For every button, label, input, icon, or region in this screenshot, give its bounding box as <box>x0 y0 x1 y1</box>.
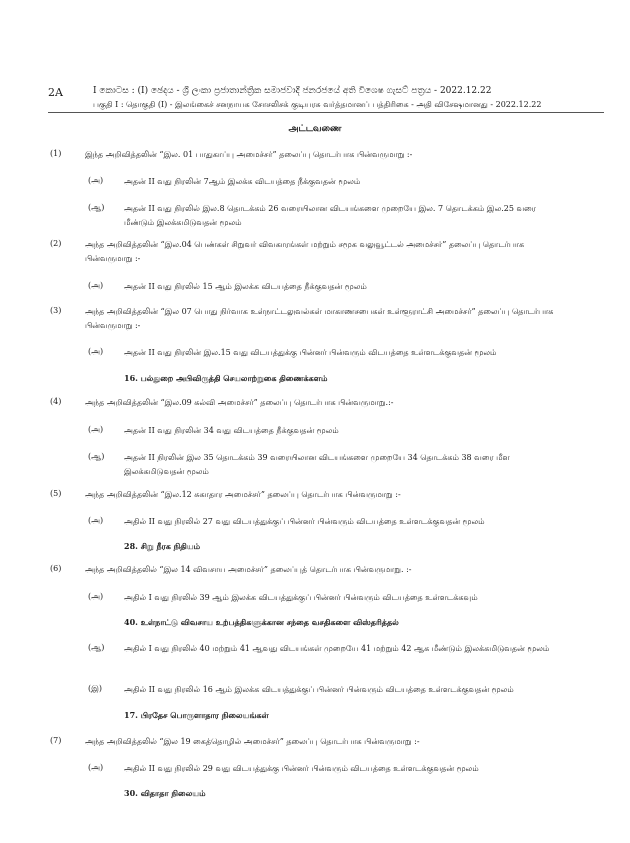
header-rule <box>48 112 604 113</box>
page-title: அட்டவணை <box>288 124 342 134</box>
item-text: அந்த அறிவித்தலில் “இல 14 விவசாய அமைச்சர்” தலைப்புத் தொடர்பாக பின்வருமாறு. :- <box>85 565 412 574</box>
item-number: (1) <box>50 149 62 158</box>
item-text: அந்த அறிவித்தலில் “இல 19 கைத்தொழில் அமைச்சர்” தலைப்பு தொடர்பாக பின்வருமாறு :- <box>85 737 420 746</box>
sub-text: அதன் II வது நிரலின் 7ஆம் இலக்க விடயத்தை நீக்குவதன் மூலம் <box>124 177 361 186</box>
item-number: (5) <box>50 489 62 498</box>
sub-text: அதன் II வது நிரலின் 34 வது விடயத்தை நீக்குவதன் மூலம் <box>124 426 339 435</box>
inserted-heading: 17. பிரதேச பொருளாதார நிலையங்கள் <box>124 710 269 720</box>
item-number: (2) <box>50 239 62 248</box>
sub-label: (ஆ) <box>88 203 105 212</box>
sub-label: (இ) <box>88 684 103 693</box>
inserted-heading: 16. பல்துறை அபிவிருத்தி செயலாற்றுகை திணைக்களம் <box>124 373 328 383</box>
item-text: அந்த அறிவித்தலின் “இல.09 கல்வி அமைச்சர்” தலைப்பு தொடர்பாக பின்வருமாறு.:- <box>85 398 394 407</box>
inserted-heading: 30. விதாதா நிலையம் <box>124 788 206 798</box>
page-number: 2A <box>48 86 63 99</box>
sub-text: அதில் II வது நிரலில் 27 வது விடயத்துக்குப் பின்னர் பின்வரும் விடயத்தை உள்ளடக்குவதன் மூலம் <box>124 517 485 526</box>
item-number: (6) <box>50 564 62 573</box>
item-text: இந்த அறிவித்தலின் “இல. 01 பாதுகாப்பு அமைச்சர்” தலைப்பு தொடர்பாக பின்வருமாறு :- <box>85 150 413 159</box>
inserted-heading: 40. உள்நாட்டு விவசாய உற்பத்திகளுக்கான சந்தை வசதிகளை விஸ்தரித்தல் <box>124 617 399 627</box>
sub-text: அதில் I வது நிரலில் 40 மற்றும் 41 ஆவது விடயங்கள் முறையே 41 மற்றும் 42 ஆக மீண்டும் இலக்கமிடுவதன் மூலம் <box>124 644 550 653</box>
item-number: (3) <box>50 306 62 315</box>
sub-label: (அ) <box>88 347 104 356</box>
item-text: அந்த அறிவித்தலின் “இல.12 சுகாதார அமைச்சர்” தலைப்பு தொடர்பாக பின்வருமாறு :- <box>85 490 401 499</box>
inserted-heading: 28. சிறு நீரக நிதியம் <box>124 541 201 551</box>
sub-label: (அ) <box>88 425 104 434</box>
sub-label: (அ) <box>88 281 104 290</box>
sub-label: (ஆ) <box>88 452 105 461</box>
item-number: (7) <box>50 736 62 745</box>
sub-text: அதில் II வது நிரலில் 16 ஆம் இலக்க விடயத்துக்குப் பின்னர் பின்வரும் விடயத்தை உள்ளடக்குவதன் மூலம் <box>124 685 514 694</box>
sub-label: (ஆ) <box>88 643 105 652</box>
item-number: (4) <box>50 397 62 406</box>
sub-label: (அ) <box>88 592 104 601</box>
sub-text: அதன் II வது நிரலின் இல.15 வது விடயத்துக்கு பின்னர் பின்வரும் விடயத்தை உள்ளடக்குவதன் மூலம் <box>124 348 497 357</box>
item-text: அந்த அறிவித்தலின் “இல 07 பொது நிர்வாக உள்நாட்டலுவல்கள் மாகாணசபைகள் உள்ளூராட்சி அமைச்சர்” தலைப்பு தொடர்பாக பின்வருமாறு :- <box>85 307 554 330</box>
sub-text: அதன் II நிரலின் இல 35 தொடக்கம் 39 வரையிலான விடயங்களை முறையே 34 தொடக்கம் 38 வரை மீள இலக்கமிடுவதன் மூலம் <box>124 453 510 476</box>
sub-text: அதில் I வது நிரலில் 39 ஆம் இலக்க விடயத்துக்குப் பின்னர் பின்வரும் விடயத்தை உள்ளடக்கவும் <box>124 593 478 602</box>
sub-text: அதன் II வது நிரலில் இல.8 தொடக்கம் 26 வரையிலான விடயங்களை முறையே இல. 7 தொடக்கம் இல.25 வரை மீண்டும் இலக்கமிடுவதன் மூலம் <box>124 204 536 227</box>
sub-label: (அ) <box>88 763 104 772</box>
sub-label: (அ) <box>88 516 104 525</box>
sub-text: அதில் II வது நிரலில் 29 வது விடயத்துக்கு பின்னர் பின்வரும் விடயத்தை உள்ளடக்குவதன் மூலம் <box>124 764 479 773</box>
sub-label: (அ) <box>88 176 104 185</box>
header-sinhala-line: I කොටස : (I) ඡෙදය - ශ්‍රී ලංකා ප්‍රජාතාන්ත්‍රික සමාජවාදී ජනරජයේ අති විශෙෂ ගැසට් පත්‍රය - 2022.12.22 <box>93 86 492 96</box>
item-text: அந்த அறிவித்தலின் “இல.04 பெண்கள் சிறுவர் விவகாரங்கள் மற்றும் சமூக வலுவூட்டல் அமைச்சர்” தலைப்பு தொடர்பாக பின்வருமாறு :- <box>85 240 525 263</box>
sub-text: அதன் II வது நிரலில் 15 ஆம் இலக்க விடயத்தை நீக்குவதன் மூலம் <box>124 282 367 291</box>
header-tamil-line: பகுதி I : தொகுதி (I) - இலங்கைச் சனநாயக சோசலிசக் குடியரசு வர்த்தமானப் பத்திரிகை - அதி விசேஷமானது - 2022.12.22 <box>93 100 542 109</box>
